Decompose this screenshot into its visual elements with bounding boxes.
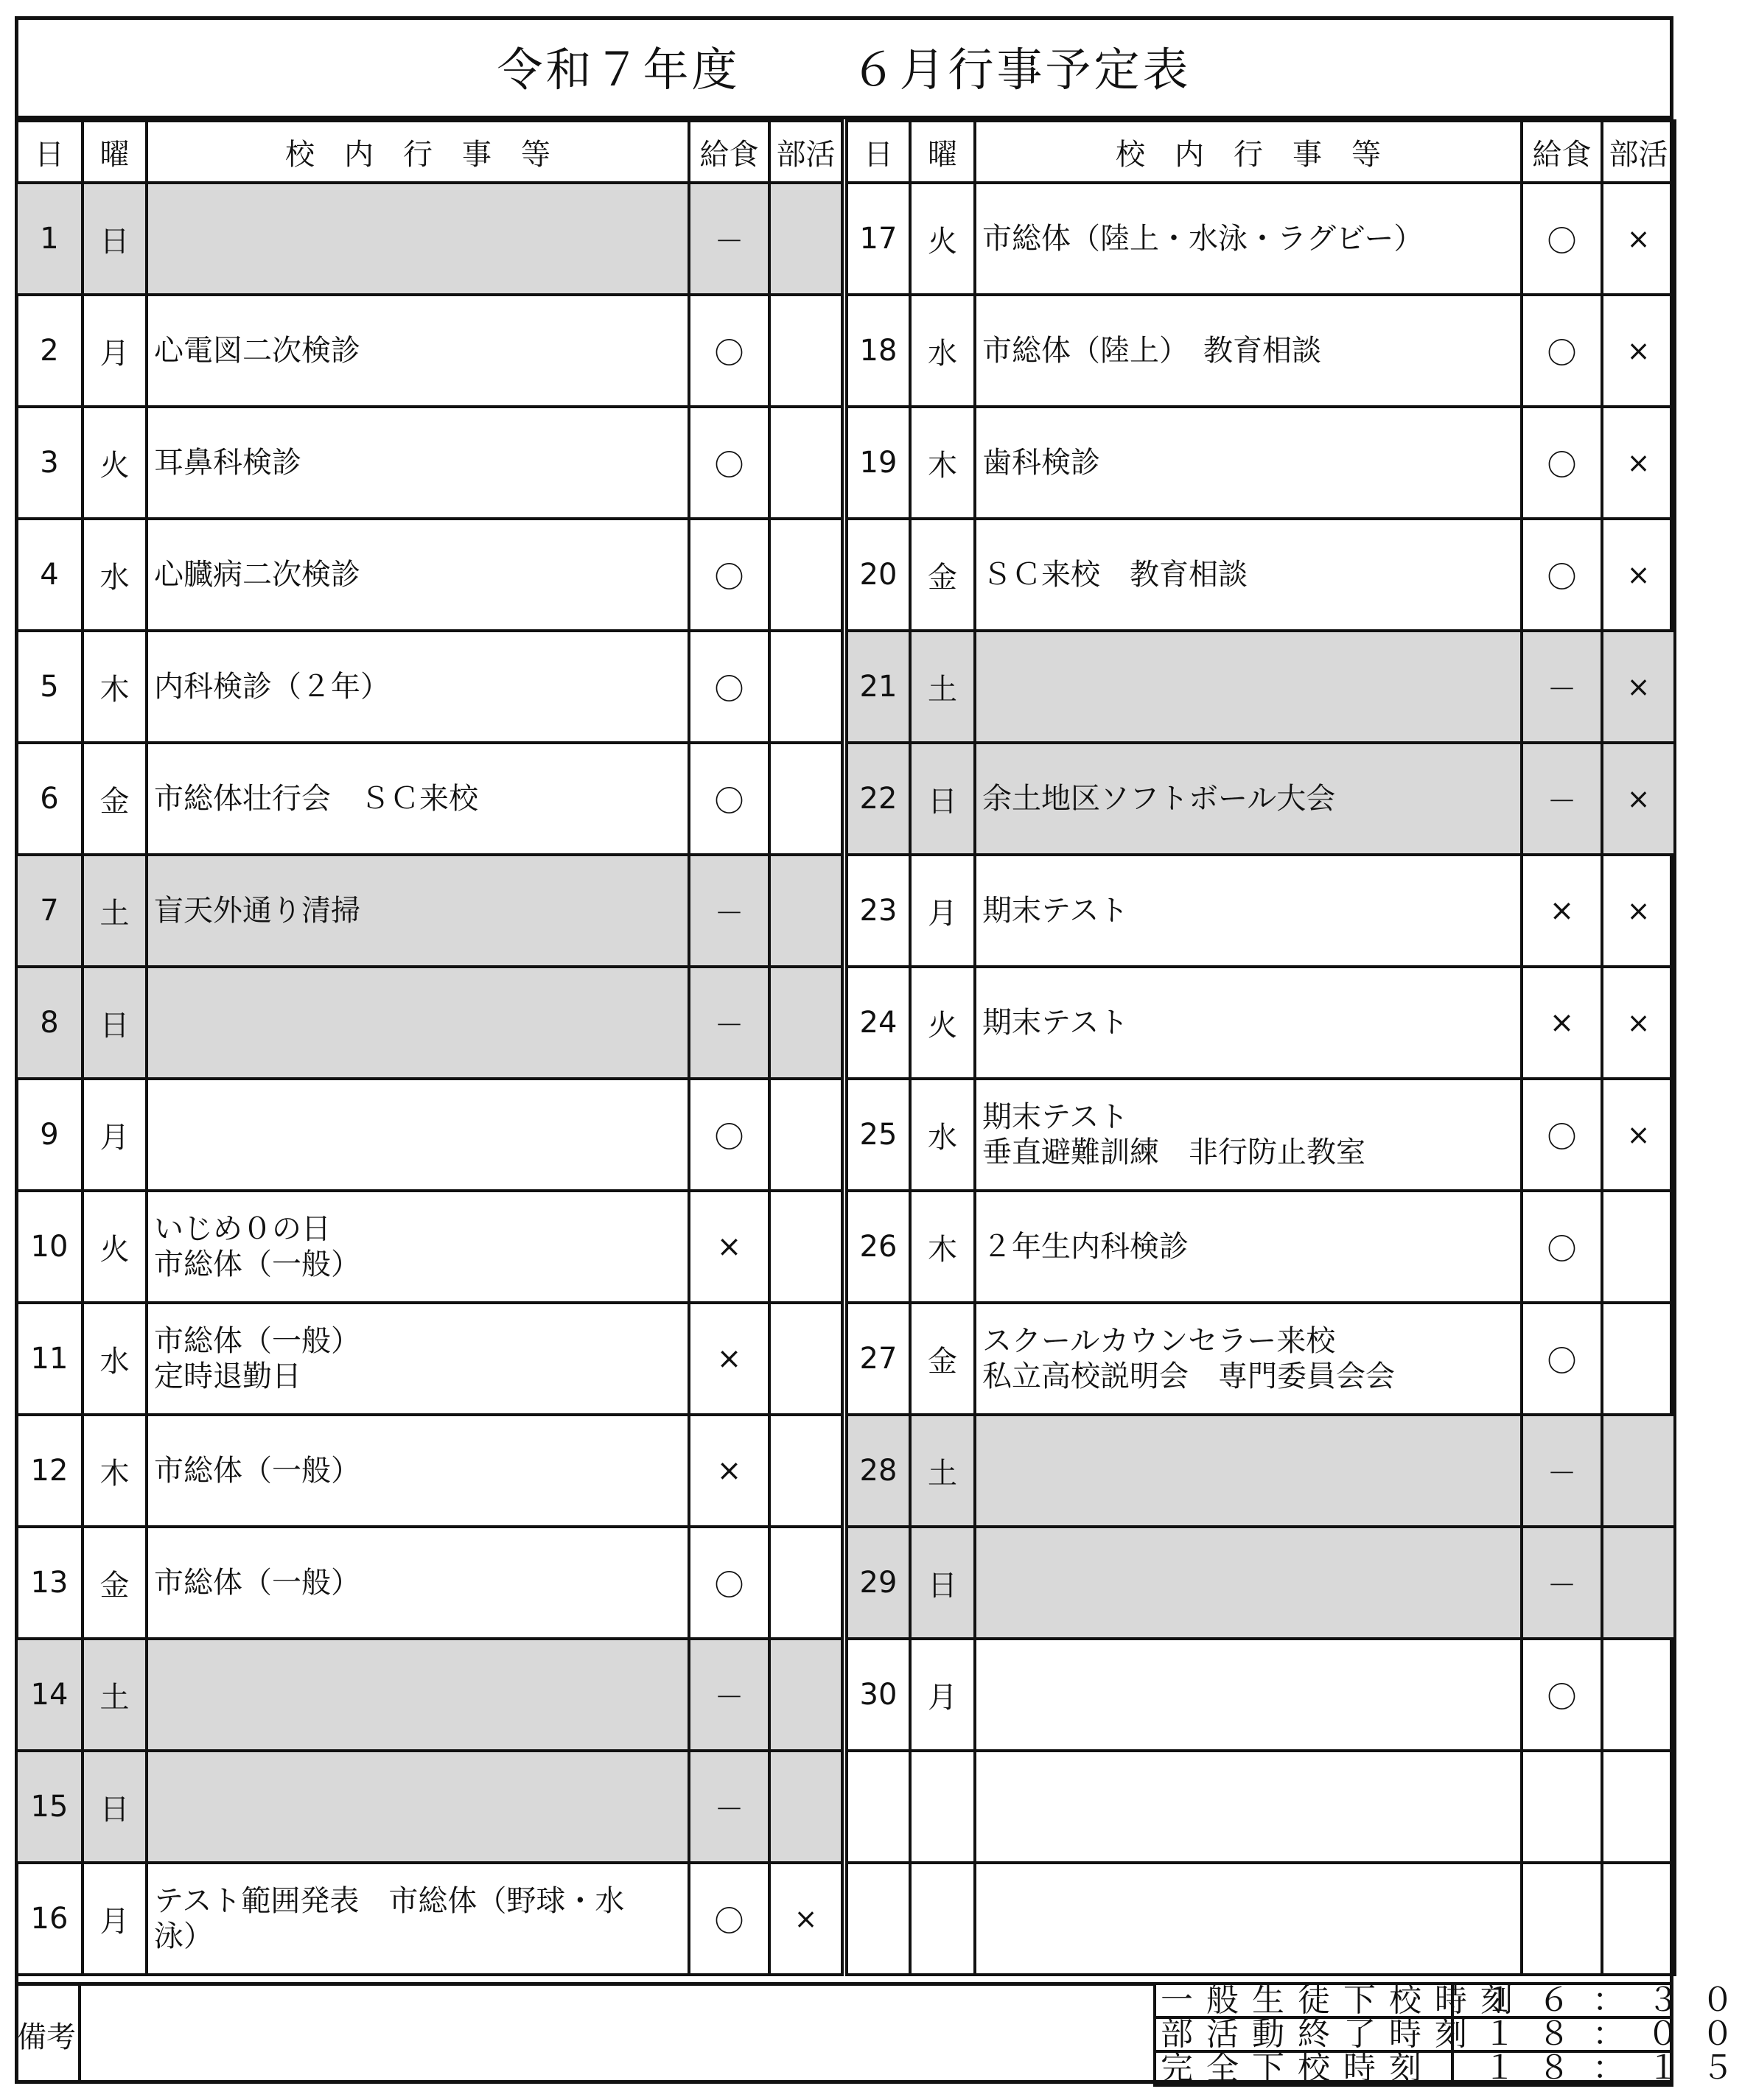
- events-cell: [975, 1751, 1522, 1863]
- weekday-cell: 木: [910, 1191, 975, 1303]
- event-line: いじめ０の日: [154, 1212, 331, 1246]
- weekday-cell: 水: [83, 1303, 147, 1415]
- lunch-cell: 〇: [1522, 1079, 1602, 1191]
- schedule-row: [16, 519, 842, 631]
- col-header-club: 部活: [769, 121, 842, 183]
- schedule-row: [847, 855, 1675, 967]
- events-cell: [147, 743, 689, 855]
- day-cell: 17: [847, 183, 910, 295]
- day-cell: 28: [847, 1415, 910, 1527]
- events-cell: [147, 1639, 689, 1751]
- lunch-cell: 〇: [1522, 407, 1602, 519]
- event-line: 泳）: [154, 1919, 213, 1953]
- schedule-row: [847, 1751, 1675, 1863]
- events-cell: [975, 631, 1522, 743]
- club-cell: ×: [1602, 743, 1675, 855]
- lunch-cell: 〇: [689, 1863, 769, 1975]
- event-line: 余土地区ソフトボール大会: [982, 782, 1336, 816]
- day-cell: 6: [16, 743, 83, 855]
- lunch-cell: 〇: [689, 1079, 769, 1191]
- club-cell: [769, 1415, 842, 1527]
- day-cell: 21: [847, 631, 910, 743]
- lunch-cell: －: [1522, 1527, 1602, 1639]
- day-cell: 4: [16, 519, 83, 631]
- weekday-cell: 木: [83, 631, 147, 743]
- club-cell: [769, 295, 842, 407]
- club-cell: [1602, 1863, 1675, 1975]
- weekday-cell: 水: [910, 1079, 975, 1191]
- schedule-row: [847, 1191, 1675, 1303]
- day-cell: [847, 1863, 910, 1975]
- lunch-cell: ×: [1522, 855, 1602, 967]
- weekday-cell: 火: [910, 183, 975, 295]
- weekday-cell: 水: [910, 295, 975, 407]
- col-header-lunch: 給食: [1522, 121, 1602, 183]
- club-cell: ×: [1602, 967, 1675, 1079]
- remarks-label: 備考: [15, 1982, 81, 2084]
- schedule-row: [847, 183, 1675, 295]
- club-cell: ×: [1602, 295, 1675, 407]
- club-cell: [769, 519, 842, 631]
- weekday-cell: 木: [910, 407, 975, 519]
- event-line: 心臓病二次検診: [154, 558, 360, 592]
- schedule-row: [847, 1639, 1675, 1751]
- day-cell: 18: [847, 295, 910, 407]
- day-cell: 22: [847, 743, 910, 855]
- col-header-weekday: 曜: [910, 121, 975, 183]
- events-cell: [975, 1415, 1522, 1527]
- weekday-cell: 月: [910, 855, 975, 967]
- day-cell: 11: [16, 1303, 83, 1415]
- event-line: 市総体（陸上） 教育相談: [982, 334, 1321, 368]
- event-line: 市総体（一般）: [154, 1454, 360, 1488]
- events-cell: [147, 1527, 689, 1639]
- schedule-row: [16, 855, 842, 967]
- lunch-cell: 〇: [689, 1527, 769, 1639]
- schedule-row: [16, 1639, 842, 1751]
- schedule-table-left: [15, 119, 844, 1976]
- schedule-row: [16, 1527, 842, 1639]
- club-cell: ×: [1602, 519, 1675, 631]
- events-cell: [975, 1303, 1522, 1415]
- time-row: [1155, 1984, 1672, 2017]
- club-cell: [769, 631, 842, 743]
- events-cell: [975, 1863, 1522, 1975]
- weekday-cell: 火: [83, 407, 147, 519]
- weekday-cell: 金: [910, 519, 975, 631]
- lunch-cell: 〇: [689, 743, 769, 855]
- lunch-cell: [1522, 1863, 1602, 1975]
- events-cell: [147, 183, 689, 295]
- weekday-cell: 土: [83, 1639, 147, 1751]
- time-label: 部活動終了時刻: [1155, 2017, 1452, 2051]
- time-value: １６：３０: [1452, 1984, 1672, 2017]
- club-cell: ×: [1602, 407, 1675, 519]
- day-cell: 1: [16, 183, 83, 295]
- col-header-day: 日: [847, 121, 910, 183]
- club-cell: [769, 1639, 842, 1751]
- schedule-row: [16, 295, 842, 407]
- events-cell: [147, 1079, 689, 1191]
- events-cell: [147, 1415, 689, 1527]
- schedule-row: [16, 1079, 842, 1191]
- event-line: 内科検診（２年）: [154, 670, 390, 704]
- schedule-row: [16, 183, 842, 295]
- lunch-cell: 〇: [689, 295, 769, 407]
- lunch-cell: 〇: [689, 407, 769, 519]
- day-cell: 12: [16, 1415, 83, 1527]
- schedule-row: [847, 519, 1675, 631]
- weekday-cell: 金: [83, 743, 147, 855]
- day-cell: 14: [16, 1639, 83, 1751]
- events-cell: [147, 1191, 689, 1303]
- day-cell: 29: [847, 1527, 910, 1639]
- schedule-row: [16, 1751, 842, 1863]
- club-cell: [769, 855, 842, 967]
- weekday-cell: 金: [910, 1303, 975, 1415]
- page-title: [15, 16, 1673, 119]
- day-cell: 25: [847, 1079, 910, 1191]
- events-cell: [975, 183, 1522, 295]
- club-cell: [769, 1079, 842, 1191]
- events-cell: [147, 1751, 689, 1863]
- weekday-cell: 日: [83, 1751, 147, 1863]
- event-line: 定時退勤日: [154, 1359, 301, 1393]
- weekday-cell: 土: [910, 1415, 975, 1527]
- schedule-row: [16, 407, 842, 519]
- schedule-row: [16, 1191, 842, 1303]
- lunch-cell: －: [689, 1751, 769, 1863]
- weekday-cell: [910, 1863, 975, 1975]
- day-cell: 9: [16, 1079, 83, 1191]
- events-cell: [975, 743, 1522, 855]
- lunch-cell: 〇: [689, 631, 769, 743]
- day-cell: 26: [847, 1191, 910, 1303]
- day-cell: 24: [847, 967, 910, 1079]
- schedule-row: [847, 743, 1675, 855]
- club-cell: [769, 1303, 842, 1415]
- weekday-cell: 土: [910, 631, 975, 743]
- event-line: 垂直避難訓練 非行防止教室: [982, 1135, 1365, 1169]
- events-cell: [975, 967, 1522, 1079]
- events-cell: [147, 631, 689, 743]
- events-cell: [975, 1527, 1522, 1639]
- events-cell: [147, 1303, 689, 1415]
- lunch-cell: 〇: [1522, 295, 1602, 407]
- events-cell: [147, 855, 689, 967]
- time-label: 完全下校時刻: [1155, 2051, 1452, 2085]
- schedule-row: [847, 631, 1675, 743]
- weekday-cell: 水: [83, 519, 147, 631]
- club-cell: ×: [1602, 183, 1675, 295]
- lunch-cell: 〇: [1522, 519, 1602, 631]
- club-cell: [1602, 1191, 1675, 1303]
- col-header-weekday: 曜: [83, 121, 147, 183]
- event-line: 歯科検診: [982, 446, 1100, 480]
- day-cell: 13: [16, 1527, 83, 1639]
- weekday-cell: 日: [83, 967, 147, 1079]
- col-header-lunch: 給食: [689, 121, 769, 183]
- events-cell: [975, 407, 1522, 519]
- day-cell: 15: [16, 1751, 83, 1863]
- event-line: 市総体壮行会 ＳＣ来校: [154, 782, 478, 816]
- lunch-cell: ×: [689, 1415, 769, 1527]
- club-cell: ×: [1602, 1079, 1675, 1191]
- lunch-cell: －: [689, 855, 769, 967]
- club-cell: [769, 183, 842, 295]
- club-cell: [769, 743, 842, 855]
- weekday-cell: 日: [910, 743, 975, 855]
- header-row: [16, 121, 842, 183]
- event-line: 市総体（一般）: [154, 1324, 360, 1358]
- events-cell: [975, 1639, 1522, 1751]
- event-line: 市総体（陸上・水泳・ラグビー）: [982, 222, 1424, 256]
- schedule-row: [847, 407, 1675, 519]
- col-header-events: 校 内 行 事 等: [147, 121, 689, 183]
- day-cell: 19: [847, 407, 910, 519]
- event-line: ＳＣ来校 教育相談: [982, 558, 1248, 592]
- club-cell: [1602, 1303, 1675, 1415]
- remarks-area: [81, 1982, 1153, 2084]
- lunch-cell: [1522, 1751, 1602, 1863]
- weekday-cell: 火: [910, 967, 975, 1079]
- time-label: 一般生徒下校時刻: [1155, 1984, 1452, 2017]
- event-line: テスト範囲発表 市総体（野球・水: [154, 1884, 625, 1918]
- lunch-cell: ×: [1522, 967, 1602, 1079]
- day-cell: [847, 1751, 910, 1863]
- event-line: 耳鼻科検診: [154, 446, 301, 480]
- events-cell: [147, 519, 689, 631]
- weekday-cell: 月: [83, 295, 147, 407]
- club-cell: [1602, 1751, 1675, 1863]
- weekday-cell: 日: [910, 1527, 975, 1639]
- time-value: １８：００: [1452, 2017, 1672, 2051]
- schedule-row: [847, 1079, 1675, 1191]
- events-cell: [975, 1079, 1522, 1191]
- lunch-cell: －: [689, 1639, 769, 1751]
- event-line: 期末テスト: [982, 1006, 1129, 1040]
- event-line: スクールカウンセラー来校: [982, 1324, 1336, 1358]
- schedule-row: [16, 1863, 842, 1975]
- title-year: 令和７年度: [497, 43, 741, 97]
- event-line: 期末テスト: [982, 1100, 1129, 1134]
- day-cell: 8: [16, 967, 83, 1079]
- club-cell: ×: [1602, 631, 1675, 743]
- lunch-cell: －: [1522, 631, 1602, 743]
- lunch-cell: －: [689, 967, 769, 1079]
- schedule-table-right: [845, 119, 1676, 1976]
- events-cell: [975, 295, 1522, 407]
- title-month: ６月行事予定表: [850, 43, 1192, 97]
- time-row: [1155, 2017, 1672, 2051]
- event-line: 心電図二次検診: [154, 334, 360, 368]
- header-row: [847, 121, 1675, 183]
- schedule-row: [847, 1863, 1675, 1975]
- event-line: 市総体（一般）: [154, 1566, 360, 1600]
- day-cell: 10: [16, 1191, 83, 1303]
- events-cell: [975, 1191, 1522, 1303]
- lunch-cell: ×: [689, 1303, 769, 1415]
- schedule-row: [16, 1415, 842, 1527]
- club-cell: [1602, 1415, 1675, 1527]
- weekday-cell: 月: [910, 1639, 975, 1751]
- weekday-cell: [910, 1751, 975, 1863]
- events-cell: [975, 519, 1522, 631]
- lunch-cell: －: [689, 183, 769, 295]
- day-cell: 27: [847, 1303, 910, 1415]
- schedule-row: [16, 743, 842, 855]
- weekday-cell: 木: [83, 1415, 147, 1527]
- club-cell: ×: [1602, 855, 1675, 967]
- col-header-day: 日: [16, 121, 83, 183]
- day-cell: 5: [16, 631, 83, 743]
- club-cell: [769, 1751, 842, 1863]
- lunch-cell: 〇: [1522, 1303, 1602, 1415]
- club-cell: ×: [769, 1863, 842, 1975]
- schedule-row: [16, 1303, 842, 1415]
- events-cell: [147, 295, 689, 407]
- club-cell: [769, 1191, 842, 1303]
- weekday-cell: 金: [83, 1527, 147, 1639]
- time-row: [1155, 2051, 1672, 2085]
- weekday-cell: 日: [83, 183, 147, 295]
- event-line: 期末テスト: [982, 894, 1129, 928]
- weekday-cell: 土: [83, 855, 147, 967]
- lunch-cell: 〇: [689, 519, 769, 631]
- events-cell: [975, 855, 1522, 967]
- day-cell: 7: [16, 855, 83, 967]
- day-cell: 23: [847, 855, 910, 967]
- col-header-events: 校 内 行 事 等: [975, 121, 1522, 183]
- event-line: 盲天外通り清掃: [154, 894, 360, 928]
- dismissal-times-table: [1153, 1981, 1756, 2087]
- club-cell: [769, 1527, 842, 1639]
- events-cell: [147, 407, 689, 519]
- club-cell: [769, 407, 842, 519]
- schedule-row: [16, 967, 842, 1079]
- event-line: ２年生内科検診: [982, 1230, 1189, 1264]
- day-cell: 20: [847, 519, 910, 631]
- club-cell: [1602, 1639, 1675, 1751]
- col-header-club: 部活: [1602, 121, 1675, 183]
- weekday-cell: 月: [83, 1863, 147, 1975]
- schedule-row: [847, 967, 1675, 1079]
- lunch-cell: 〇: [1522, 1191, 1602, 1303]
- schedule-row: [847, 1303, 1675, 1415]
- day-cell: 2: [16, 295, 83, 407]
- schedule-row: [847, 1527, 1675, 1639]
- day-cell: 30: [847, 1639, 910, 1751]
- club-cell: [769, 967, 842, 1079]
- time-value: １８：１５: [1452, 2051, 1672, 2085]
- events-cell: [147, 1863, 689, 1975]
- weekday-cell: 火: [83, 1191, 147, 1303]
- lunch-cell: 〇: [1522, 183, 1602, 295]
- lunch-cell: 〇: [1522, 1639, 1602, 1751]
- schedule-row: [847, 295, 1675, 407]
- weekday-cell: 月: [83, 1079, 147, 1191]
- schedule-row: [16, 631, 842, 743]
- event-line: 市総体（一般）: [154, 1247, 360, 1281]
- day-cell: 3: [16, 407, 83, 519]
- day-cell: 16: [16, 1863, 83, 1975]
- lunch-cell: ×: [689, 1191, 769, 1303]
- schedule-row: [847, 1415, 1675, 1527]
- events-cell: [147, 967, 689, 1079]
- lunch-cell: －: [1522, 1415, 1602, 1527]
- lunch-cell: －: [1522, 743, 1602, 855]
- club-cell: [1602, 1527, 1675, 1639]
- event-line: 私立高校説明会 専門委員会会: [982, 1359, 1395, 1393]
